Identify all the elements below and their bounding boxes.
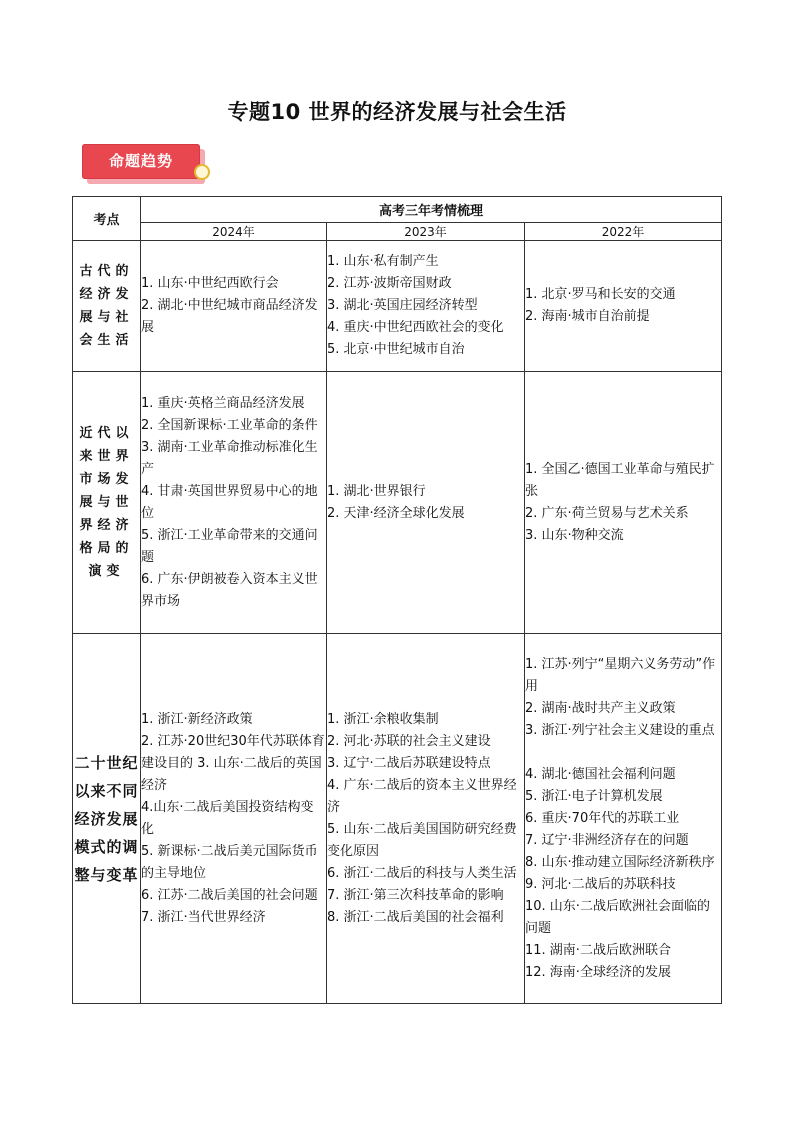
list-item: 4. 湖北·德国社会福利问题 xyxy=(525,766,676,782)
list-item: 5. 新课标·二战后美元国际货币的主导地位 xyxy=(141,843,318,881)
list-item: 2. 海南·城市自治前提 xyxy=(525,309,650,324)
cell-2023 xyxy=(327,634,525,1004)
table-header-row xyxy=(73,197,722,223)
section-badge xyxy=(82,142,212,188)
list-item: 1. 江苏·列宁“星期六义务劳动”作用 xyxy=(525,656,716,694)
cell-2024 xyxy=(141,634,327,1004)
list-item: 7. 浙江·第三次科技革命的影响 xyxy=(327,887,504,903)
list-item: 9. 河北·二战后的苏联科技 xyxy=(525,876,676,892)
list-item: 3. 辽宁·二战后苏联建设特点 xyxy=(327,755,491,771)
row-topic: 近代以来世界市场发展与世界经济格局的演变 xyxy=(73,372,141,634)
list-item: 6. 广东·伊朗被卷入资本主义世界市场 xyxy=(141,571,318,609)
list-item: 4. 广东·二战后的资本主义世界经济 xyxy=(327,777,517,815)
cell-2023 xyxy=(327,241,525,372)
list-item: 5. 浙江·电子计算机发展 xyxy=(525,788,663,804)
header-group: 高考三年考情梳理 xyxy=(141,197,722,223)
header-year-2022: 2022年 xyxy=(525,223,722,241)
cell-2022 xyxy=(525,634,722,1004)
list-item: 2. 湖南·战时共产主义政策 xyxy=(525,700,676,716)
page-title: 专题10 世界的经济发展与社会生活 xyxy=(227,100,567,124)
list-item: 12. 海南·全球经济的发展 xyxy=(525,964,671,980)
list-item: 6. 重庆·70年代的苏联工业 xyxy=(525,810,680,826)
list-item: 2. 天津·经济全球化发展 xyxy=(327,505,465,521)
cell-2022 xyxy=(525,372,722,634)
exam-topics-table xyxy=(72,196,722,1004)
list-item: 1. 重庆·英格兰商品经济发展 xyxy=(141,395,305,411)
list-item: 5. 山东·二战后美国国防研究经费变化原因 xyxy=(327,821,517,859)
list-item: 3. 浙江·列宁社会主义建设的重点 xyxy=(525,722,715,738)
list-item: 5. 北京·中世纪城市自治 xyxy=(327,342,465,357)
list-item: 3. 山东·物种交流 xyxy=(525,527,624,543)
list-item: 4.山东·二战后美国投资结构变化 xyxy=(141,799,314,837)
table-row xyxy=(73,634,722,1004)
cell-2024 xyxy=(141,372,327,634)
ring-icon xyxy=(194,164,210,180)
list-item: 4. 重庆·中世纪西欧社会的变化 xyxy=(327,320,504,335)
list-item: 5. 浙江·工业革命带来的交通问题 xyxy=(141,527,318,565)
list-item: 1. 浙江·新经济政策 xyxy=(141,711,253,727)
list-item: 4. 甘肃·英国世界贸易中心的地位 xyxy=(141,483,318,521)
list-item: 2. 湖北·中世纪城市商品经济发展 xyxy=(141,298,318,335)
list-item: 2. 江苏·波斯帝国财政 xyxy=(327,276,452,291)
header-topic: 考点 xyxy=(73,197,141,241)
list-item: 1. 山东·私有制产生 xyxy=(327,254,439,269)
badge-label: 命题趋势 xyxy=(108,152,173,170)
list-item: 6. 浙江·二战后的科技与人类生活 xyxy=(327,865,517,881)
list-gap xyxy=(525,742,721,764)
table-year-row xyxy=(73,223,722,241)
table-row xyxy=(73,241,722,372)
list-item: 7. 辽宁·非洲经济存在的问题 xyxy=(525,832,689,848)
list-item: 8. 浙江·二战后美国的社会福利 xyxy=(327,909,504,925)
list-item: 2. 全国新课标·工业革命的条件 xyxy=(141,417,318,433)
cell-2022 xyxy=(525,241,722,372)
list-item: 10. 山东·二战后欧洲社会面临的问题 xyxy=(525,898,710,936)
list-item: 3. 湖北·英国庄园经济转型 xyxy=(327,298,478,313)
table-row xyxy=(73,372,722,634)
list-item: 8. 山东·推动建立国际经济新秩序 xyxy=(525,854,715,870)
list-item: 1. 浙江·余粮收集制 xyxy=(327,711,439,727)
list-item: 2. 江苏·20世纪30年代苏联体育建设目的 3. 山东·二战后的英国经济 xyxy=(141,733,325,793)
list-item: 1. 北京·罗马和长安的交通 xyxy=(525,287,676,302)
list-item: 6. 江苏·二战后美国的社会问题 xyxy=(141,887,318,903)
list-item: 11. 湖南·二战后欧洲联合 xyxy=(525,942,671,958)
list-item: 2. 河北·苏联的社会主义建设 xyxy=(327,733,491,749)
header-year-2024: 2024年 xyxy=(141,223,327,241)
list-item: 1. 湖北·世界银行 xyxy=(327,483,426,499)
list-item: 1. 山东·中世纪西欧行会 xyxy=(141,276,279,291)
row-topic: 二十世纪以来不同经济发展模式的调整与变革 xyxy=(73,634,141,1004)
cell-2024 xyxy=(141,241,327,372)
list-item: 3. 湖南·工业革命推动标准化生产 xyxy=(141,439,318,477)
header-year-2023: 2023年 xyxy=(327,223,525,241)
list-item: 7. 浙江·当代世界经济 xyxy=(141,909,266,925)
list-item: 1. 全国乙·德国工业革命与殖民扩张 xyxy=(525,461,715,499)
list-item: 2. 广东·荷兰贸易与艺术关系 xyxy=(525,505,689,521)
row-topic: 古代的经济发展与社会生活 xyxy=(73,241,141,372)
cell-2023 xyxy=(327,372,525,634)
